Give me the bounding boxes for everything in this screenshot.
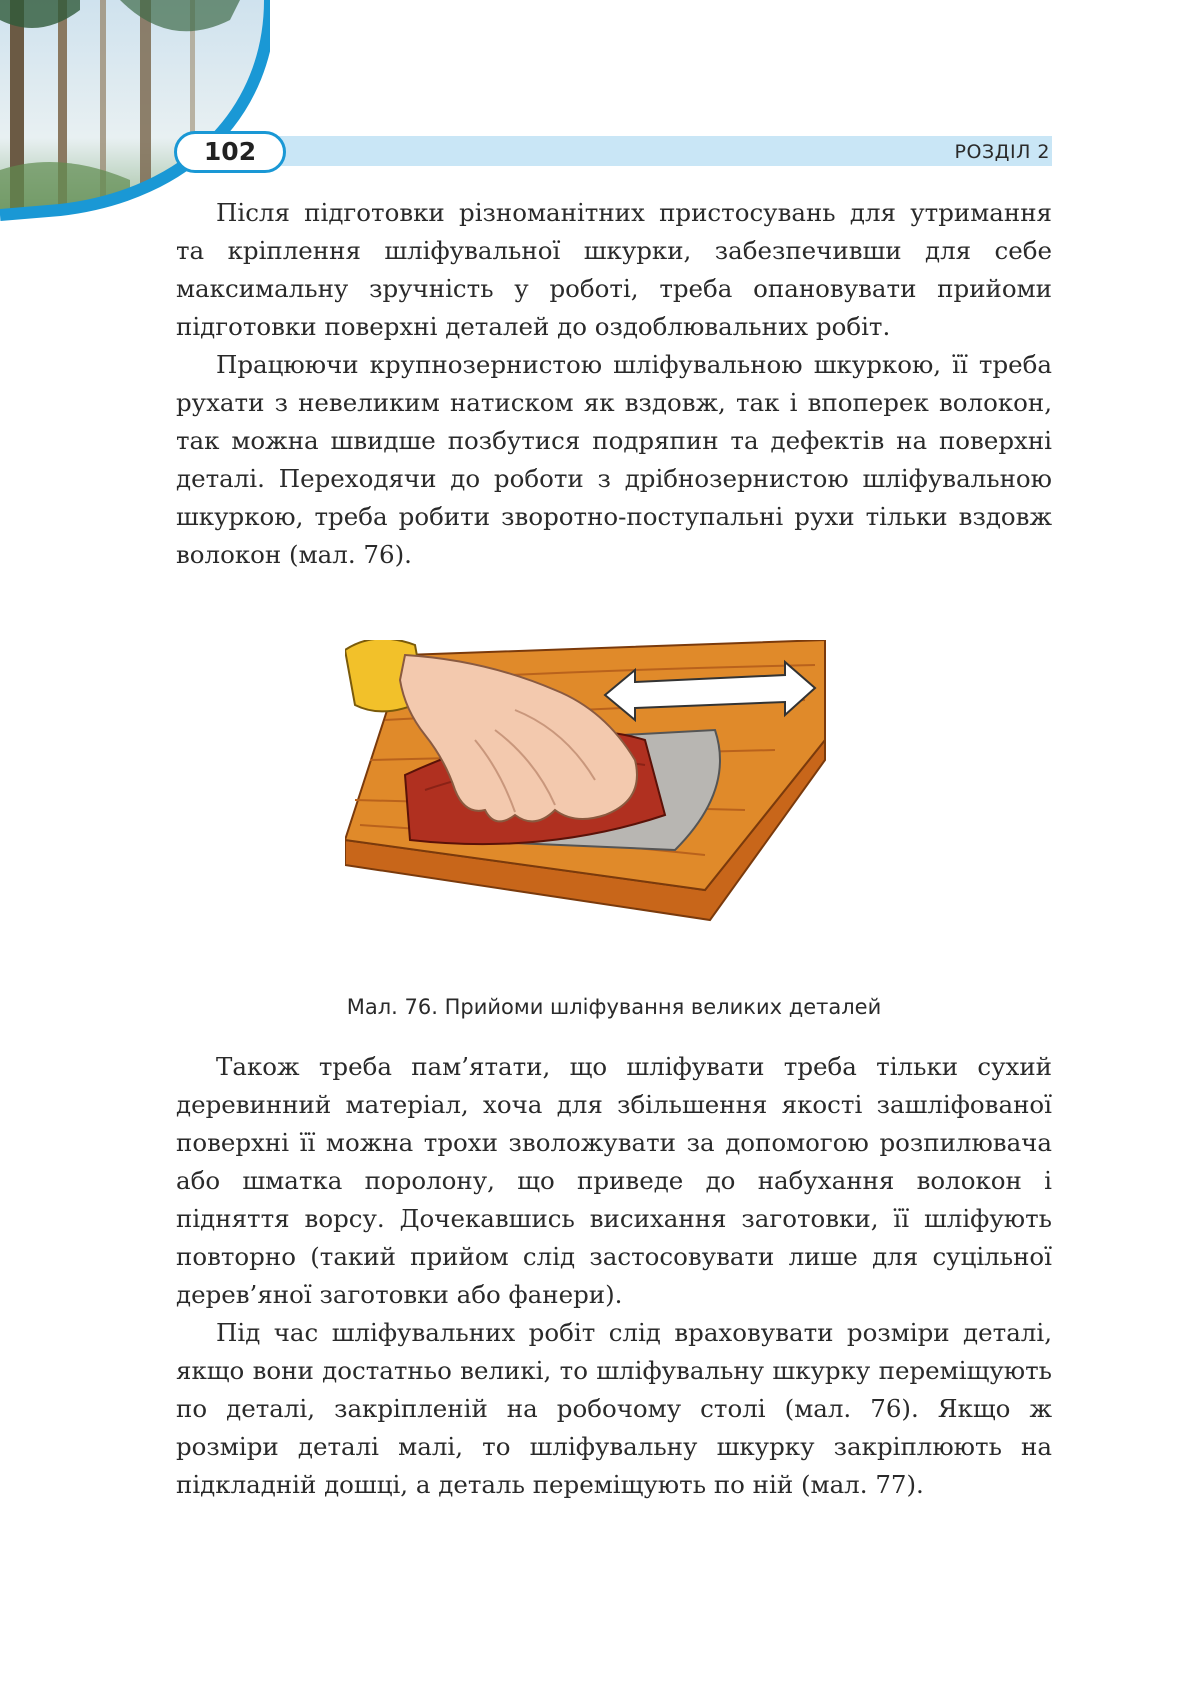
page-number: 102 bbox=[174, 131, 286, 173]
section-label: РОЗДІЛ 2 bbox=[954, 141, 1050, 163]
text-top bbox=[176, 194, 1052, 574]
paragraph: Після підготовки різноманітних пристосувань для утримання та кріплення шліфувальної шкурки, забезпечивши для себе максимальну зручність у роботі, треба опановувати прийоми підготовки поверхні деталей до оздоблювальних робіт. bbox=[176, 198, 1052, 341]
sanding-illustration bbox=[345, 640, 905, 970]
paragraph: Також треба пам’ятати, що шліфувати треба тільки сухий деревинний матеріал, хоча для збільшення якості зашліфованої поверхні її можна трохи зволожувати за допомогою розпилювача або шматка поролону, що приведе до набухання волокон і підняття ворсу. Дочекавшись висихання заготовки, її шліфують повторно (такий прийом слід застосовувати лише для суцільної дерев’яної заготовки або фанери). bbox=[176, 1052, 1052, 1309]
header-bar bbox=[262, 136, 1052, 166]
paragraph: Під час шліфувальних робіт слід враховувати розміри деталі, якщо вони достатньо великі, то шліфувальну шкурку переміщують по деталі, закріпленій на робочому столі (мал. 76). Якщо ж розміри деталі малі, то шліфувальну шкурку закріплюють на підкладній дошці, а деталь переміщують по ній (мал. 77). bbox=[176, 1318, 1052, 1499]
text-bottom bbox=[176, 1048, 1052, 1504]
figure-caption: Мал. 76. Прийоми шліфування великих деталей bbox=[346, 995, 882, 1019]
paragraph: Працюючи крупнозернистою шліфувальною шкуркою, її треба рухати з невеликим натиском як вздовж, так і впоперек волокон, так можна швидше позбутися подряпин та дефектів на поверхні деталі. Переходячи до роботи з дрібнозернистою шліфувальною шкуркою, треба робити зворотно-поступальні рухи тільки вздовж волокон (мал. 76). bbox=[176, 350, 1052, 569]
